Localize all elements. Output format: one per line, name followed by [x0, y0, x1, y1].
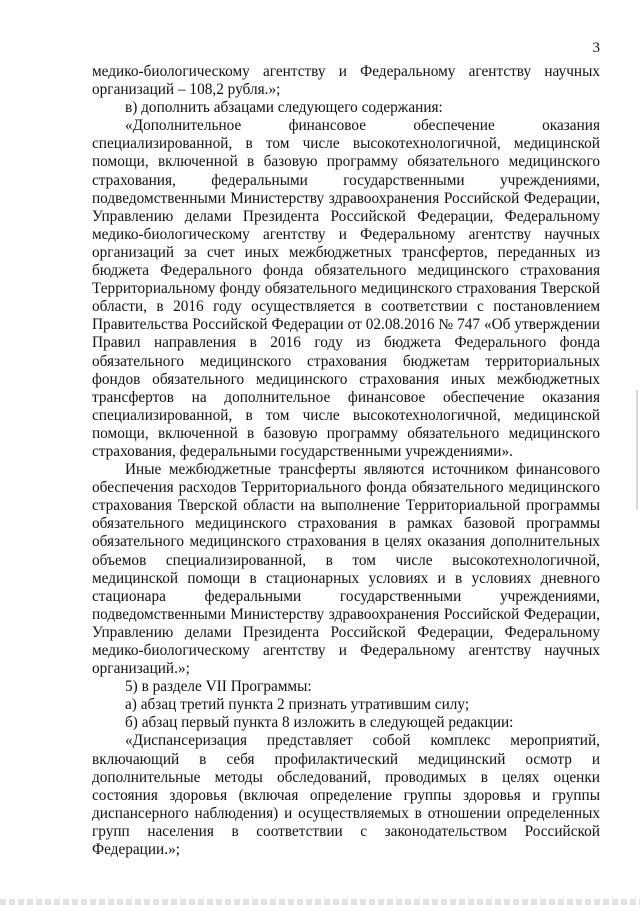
- paragraph-item-a: а) абзац третий пункта 2 признать утратившим силу;: [125, 696, 470, 714]
- paragraph-item-b: б) абзац первый пункта 8 изложить в следующей редакции:: [125, 714, 514, 732]
- page-number: 3: [592, 40, 600, 56]
- paragraph-continuation: медико-биологическому агентству и Федеральному агентству научных организаций – 108,2 рубля.»;: [92, 63, 600, 99]
- paragraph-additional-financing: «Дополнительное финансовое обеспечение оказания специализированной, в том числе высокотехнологичной, медицинской помощи, включенной в базовую программу обязательного медицинского страхования, федеральными государственными учреждениями, подведомственными Министерству здравоохранения Российской Федерации, Управлению делами Президента Российской Федерации, Федеральному медико-биологическому агентству и Федеральному агентству научных организаций за счет иных межбюджетных трансфертов, переданных из бюджета Федерального фонда обязательного медицинского страхования Территориальному фонду обязательного медицинского страхования Тверской области, в 2016 году осуществляется в соответствии с постановлением Правительства Российской Федерации от 02.08.2016 № 747 «Об утверждении Правил направления в 2016 году из бюджета Федерального фонда обязательного медицинского страхования бюджетам территориальных фондов обязательного медицинского страхования иных межбюджетных трансфертов на дополнительное финансовое обеспечение оказания специализированной, в том числе высокотехнологичной, медицинской помощи, включенной в базовую программу обязательного медицинского страхования, федеральными государственными учреждениями».: [92, 117, 600, 460]
- scan-edge-mark: [636, 390, 638, 510]
- scan-bottom-edge: [0, 899, 640, 905]
- paragraph-dispensarization: «Диспансеризация представляет собой комплекс мероприятий, включающий в себя профилактический медицинский осмотр и дополнительные методы обследований, проводимых в целях оценки состояния здоровья (включая определение группы здоровья и группы диспансерного наблюдения) и осуществляемых в отношении определенных групп населения в соответствии с законодательством Российской Федерации.»;: [92, 732, 600, 859]
- paragraph-interbudget-transfers: Иные межбюджетные трансферты являются источником финансового обеспечения расходов Территориального фонда обязательного медицинского страхования Тверской области на выполнение Территориальной программы обязательного медицинского страхования в рамках базовой программы обязательного медицинского страхования в целях оказания дополнительных объемов специализированной, в том числе высокотехнологичной, медицинской помощи в стационарных условиях и в условиях дневного стационара федеральными государственными учреждениями, подведомственными Министерству здравоохранения Российской Федерации, Управлению делами Президента Российской Федерации, Федеральному медико-биологическому агентству и Федеральному агентству научных организаций.»;: [92, 461, 600, 678]
- document-body: [92, 63, 600, 859]
- paragraph-amendment-v: в) дополнить абзацами следующего содержания:: [125, 99, 443, 117]
- paragraph-section-vii: 5) в разделе VII Программы:: [125, 678, 312, 696]
